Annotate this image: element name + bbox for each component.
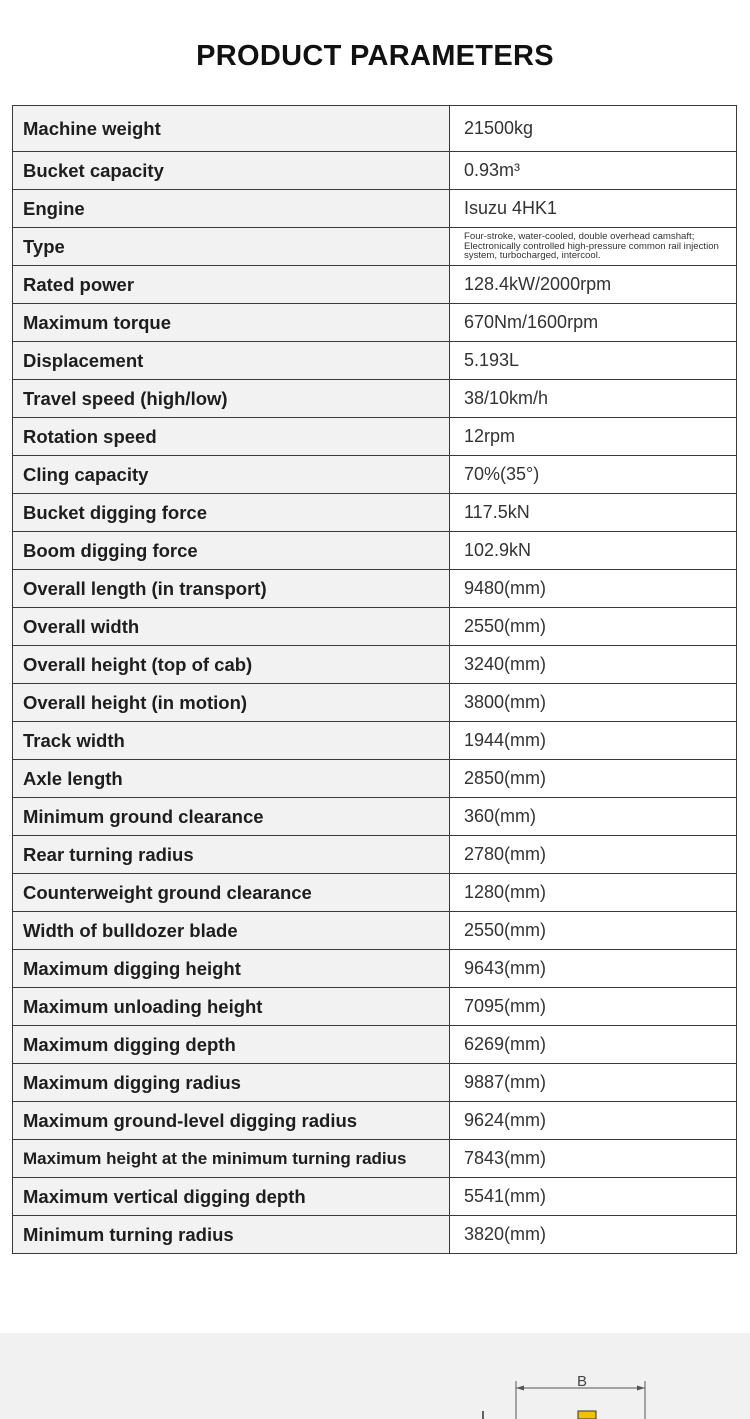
param-value: 9643(mm) — [450, 950, 737, 988]
param-value: 9624(mm) — [450, 1102, 737, 1140]
table-row — [13, 798, 737, 836]
table-row — [13, 722, 737, 760]
table-row — [13, 304, 737, 342]
dimension-drawing — [0, 1333, 750, 1419]
param-label: Minimum ground clearance — [13, 798, 450, 836]
table-row — [13, 912, 737, 950]
param-label: Maximum digging height — [13, 950, 450, 988]
table-row — [13, 190, 737, 228]
param-value: 9480(mm) — [450, 570, 737, 608]
param-label: Maximum ground-level digging radius — [13, 1102, 450, 1140]
table-row — [13, 836, 737, 874]
param-value: 3800(mm) — [450, 684, 737, 722]
param-value: 7843(mm) — [450, 1140, 737, 1178]
param-value: 2850(mm) — [450, 760, 737, 798]
param-label: Maximum digging depth — [13, 1026, 450, 1064]
param-value: 70%(35°) — [450, 456, 737, 494]
param-value: 5.193L — [450, 342, 737, 380]
table-row — [13, 266, 737, 304]
table-row — [13, 1064, 737, 1102]
param-label: Overall height (in motion) — [13, 684, 450, 722]
table-row — [13, 646, 737, 684]
table-row — [13, 608, 737, 646]
param-label: Axle length — [13, 760, 450, 798]
param-label: Bucket capacity — [13, 152, 450, 190]
param-label: Maximum unloading height — [13, 988, 450, 1026]
param-value: 670Nm/1600rpm — [450, 304, 737, 342]
param-value: 360(mm) — [450, 798, 737, 836]
param-label: Machine weight — [13, 106, 450, 152]
table-row — [13, 1140, 737, 1178]
table-row — [13, 760, 737, 798]
param-label: Rear turning radius — [13, 836, 450, 874]
param-label: Type — [13, 228, 450, 266]
param-label: Overall width — [13, 608, 450, 646]
param-value: 3240(mm) — [450, 646, 737, 684]
param-label: Track width — [13, 722, 450, 760]
table-row — [13, 1178, 737, 1216]
param-value: Isuzu 4HK1 — [450, 190, 737, 228]
param-value: Four-stroke, water-cooled, double overhead camshaft; Electronically controlled high-pressure common rail injection system, turbocharged, intercool. — [450, 228, 737, 266]
dimension-label: B — [576, 1373, 588, 1390]
parameters-table — [12, 105, 737, 1254]
table-row — [13, 1216, 737, 1254]
param-value: 2550(mm) — [450, 912, 737, 950]
param-label: Overall length (in transport) — [13, 570, 450, 608]
page-title: PRODUCT PARAMETERS — [196, 40, 554, 72]
table-row — [13, 106, 737, 152]
param-label: Displacement — [13, 342, 450, 380]
param-value: 2550(mm) — [450, 608, 737, 646]
param-value: 0.93m³ — [450, 152, 737, 190]
param-label: Cling capacity — [13, 456, 450, 494]
param-label: Maximum digging radius — [13, 1064, 450, 1102]
param-label: Rated power — [13, 266, 450, 304]
param-value: 7095(mm) — [450, 988, 737, 1026]
table-row — [13, 152, 737, 190]
param-value: 5541(mm) — [450, 1178, 737, 1216]
param-label: Engine — [13, 190, 450, 228]
param-value: 2780(mm) — [450, 836, 737, 874]
param-value: 102.9kN — [450, 532, 737, 570]
param-label: Counterweight ground clearance — [13, 874, 450, 912]
param-value: 1944(mm) — [450, 722, 737, 760]
param-value: 9887(mm) — [450, 1064, 737, 1102]
table-row — [13, 342, 737, 380]
machine-part — [578, 1411, 596, 1419]
param-value: 128.4kW/2000rpm — [450, 266, 737, 304]
table-row — [13, 494, 737, 532]
param-value: 21500kg — [450, 106, 737, 152]
table-row — [13, 380, 737, 418]
table-row — [13, 1026, 737, 1064]
table-row — [13, 1102, 737, 1140]
table-row — [13, 228, 737, 266]
param-value: 117.5kN — [450, 494, 737, 532]
param-label: Maximum height at the minimum turning radius — [13, 1140, 450, 1178]
table-row — [13, 874, 737, 912]
table-row — [13, 570, 737, 608]
param-label: Bucket digging force — [13, 494, 450, 532]
table-row — [13, 988, 737, 1026]
param-label: Maximum vertical digging depth — [13, 1178, 450, 1216]
param-value: 3820(mm) — [450, 1216, 737, 1254]
arrow-right-icon — [637, 1386, 645, 1391]
arrow-left-icon — [516, 1386, 524, 1391]
table-row — [13, 418, 737, 456]
param-value: 6269(mm) — [450, 1026, 737, 1064]
table-row — [13, 532, 737, 570]
param-label: Minimum turning radius — [13, 1216, 450, 1254]
excavator-drawing — [0, 1333, 750, 1419]
param-label: Overall height (top of cab) — [13, 646, 450, 684]
param-value: 38/10km/h — [450, 380, 737, 418]
table-row — [13, 684, 737, 722]
param-label: Width of bulldozer blade — [13, 912, 450, 950]
table-row — [13, 950, 737, 988]
param-label: Travel speed (high/low) — [13, 380, 450, 418]
table-row — [13, 456, 737, 494]
param-label: Boom digging force — [13, 532, 450, 570]
param-value: 1280(mm) — [450, 874, 737, 912]
param-value: 12rpm — [450, 418, 737, 456]
param-label: Maximum torque — [13, 304, 450, 342]
param-label: Rotation speed — [13, 418, 450, 456]
